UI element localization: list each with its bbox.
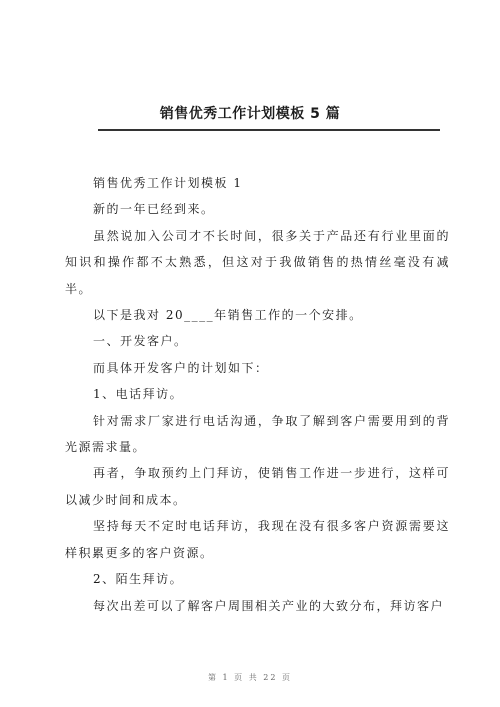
paragraph: 而具体开发客户的计划如下： <box>93 360 269 375</box>
title-divider <box>98 129 440 131</box>
document-body <box>65 170 450 619</box>
paragraph: 再者，争取预约上门拜访，使销售工作进一步进行，这样可以减少时间和成本。 <box>65 466 450 507</box>
paragraph: 虽然说加入公司才不长时间，很多关于产品还有行业里面的知识和操作都不太熟悉，但这对于我做销售的热情丝毫没有减半。 <box>65 228 450 296</box>
paragraph: 以下是我对 20____年销售工作的一个安排。 <box>93 308 363 323</box>
paragraph: 坚持每天不定时电话拜访，我现在没有很多客户资源需要这样积累更多的客户资源。 <box>65 519 450 560</box>
paragraph: 1、电话拜访。 <box>93 387 184 402</box>
paragraph: 新的一年已经到来。 <box>93 202 215 217</box>
paragraph: 2、陌生拜访。 <box>93 572 184 587</box>
document-title: 销售优秀工作计划模板 5 篇 <box>159 106 341 122</box>
paragraph: 针对需求厂家进行电话沟通，争取了解到客户需要用到的背光源需求量。 <box>65 413 450 455</box>
page-footer: 第 1 页 共 22 页 <box>208 673 292 682</box>
paragraph: 每次出差可以了解客户周围相关产业的大致分布，拜访客户 <box>93 598 445 613</box>
paragraph: 一、开发客户。 <box>93 334 188 349</box>
paragraph: 销售优秀工作计划模板 1 <box>93 176 243 190</box>
